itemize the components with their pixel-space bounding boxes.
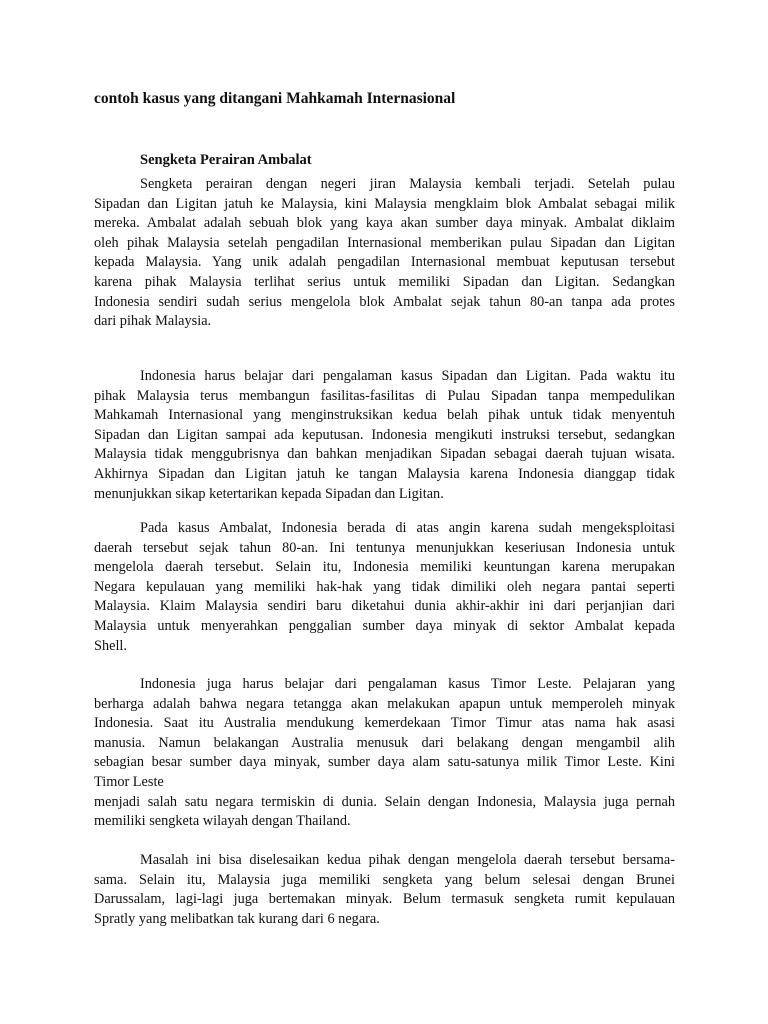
paragraph-line: pihak Malaysia terus membangun fasilitas-fasilitas di Pulau Sipadan tanpa mempedulikan: [94, 387, 675, 404]
paragraph-line: Negara kepulauan yang memiliki hak-hak yang tidak dimiliki oleh negara pantai seperti: [94, 578, 675, 595]
paragraph-line: daerah tersebut sejak tahun 80-an. Ini tentunya menunjukkan keseriusan Indonesia untuk: [94, 539, 675, 556]
paragraph-line: Malaysia tidak menggubrisnya dan bahkan menjadikan Sipadan sebagai daerah tujuan wisata.: [94, 446, 675, 463]
paragraph-line: Mahkamah Internasional yang menginstruksikan kedua belah pihak untuk tidak menyentuh: [94, 407, 675, 424]
paragraph-line: Indonesia. Saat itu Australia mendukung kemerdekaan Timor Timur atas nama hak asasi: [94, 715, 675, 732]
paragraph-line: dari pihak Malaysia.: [94, 313, 212, 330]
paragraph-line: Indonesia harus belajar dari pengalaman kasus Sipadan dan Ligitan. Pada waktu itu: [140, 368, 675, 384]
paragraph-line: Timor Leste: [94, 773, 164, 790]
document-title: contoh kasus yang ditangani Mahkamah Internasional: [94, 90, 456, 107]
paragraph-line: Spratly yang melibatkan tak kurang dari 6 negara.: [94, 910, 380, 927]
paragraph-line: Akhirnya Sipadan dan Ligitan jatuh ke tangan Malaysia karena Indonesia dianggap tidak: [94, 465, 675, 482]
paragraph-line: Sengketa perairan dengan negeri jiran Malaysia kembali terjadi. Setelah pulau: [140, 176, 675, 192]
paragraph-2: [94, 367, 675, 504]
paragraph-line: Darussalam, lagi-lagi juga bertemakan minyak. Belum termasuk sengketa rumit kepulauan: [94, 891, 675, 908]
paragraph-4: [94, 675, 675, 832]
paragraph-line: Sipadan dan Ligitan sampai ada keputusan. Indonesia mengikuti instruksi tersebut, sedangkan: [94, 426, 675, 443]
paragraph-1: [94, 175, 675, 332]
paragraph-line: mengelola daerah tersebut. Selain itu, Indonesia memiliki keuntungan karena merupakan: [94, 559, 675, 576]
paragraph-line: Pada kasus Ambalat, Indonesia berada di atas angin karena sudah mengeksploitasi: [140, 520, 675, 536]
paragraph-line: kepada Malaysia. Yang unik adalah pengadilan Internasional membuat keputusan tersebut: [94, 254, 675, 271]
paragraph-line: berharga adalah bahwa negara tetangga akan melakukan apapun untuk memperoleh minyak: [94, 695, 675, 712]
paragraph-line: karena pihak Malaysia terlihat serius untuk memiliki Sipadan dan Ligitan. Sedangkan: [94, 273, 675, 290]
paragraph-5: [94, 851, 675, 929]
paragraph-line: Indonesia sendiri sudah serius mengelola blok Ambalat sejak tahun 80-an tanpa ada protes: [94, 293, 675, 310]
paragraph-line: Sipadan dan Ligitan jatuh ke Malaysia, kini Malaysia mengklaim blok Ambalat sebagai milik: [94, 195, 675, 212]
paragraph-line: menunjukkan sikap ketertarikan kepada Sipadan dan Ligitan.: [94, 485, 444, 502]
paragraph-line: oleh pihak Malaysia setelah pengadilan Internasional memberikan pulau Sipadan dan Ligitan: [94, 234, 675, 251]
section-heading: Sengketa Perairan Ambalat: [140, 152, 312, 168]
paragraph-line: sebagian besar sumber daya minyak, sumber daya alam satu-satunya milik Timor Leste. Kini: [94, 754, 675, 771]
paragraph-line: Malaysia. Klaim Malaysia sendiri baru diketahui dunia akhir-akhir ini dari perjanjian dari: [94, 598, 675, 615]
paragraph-line: menjadi salah satu negara termiskin di dunia. Selain dengan Indonesia, Malaysia juga pernah: [94, 793, 675, 810]
paragraph-line: Masalah ini bisa diselesaikan kedua pihak dengan mengelola daerah tersebut bersama-: [140, 852, 675, 868]
paragraph-line: Malaysia untuk menyerahkan penggalian sumber daya minyak di sektor Ambalat kepada: [94, 617, 675, 634]
paragraph-line: memiliki sengketa wilayah dengan Thailand.: [94, 813, 351, 830]
paragraph-line: Indonesia juga harus belajar dari pengalaman kasus Timor Leste. Pelajaran yang: [140, 676, 675, 692]
paragraph-line: manusia. Namun belakangan Australia menusuk dari belakang dengan mengambil alih: [94, 734, 675, 751]
paragraph-line: sama. Selain itu, Malaysia juga memiliki sengketa yang belum selesai dengan Brunei: [94, 871, 675, 888]
paragraph-line: Shell.: [94, 637, 127, 654]
paragraph-line: mereka. Ambalat adalah sebuah blok yang kaya akan sumber daya minyak. Ambalat diklaim: [94, 215, 675, 232]
paragraph-3: [94, 519, 675, 656]
